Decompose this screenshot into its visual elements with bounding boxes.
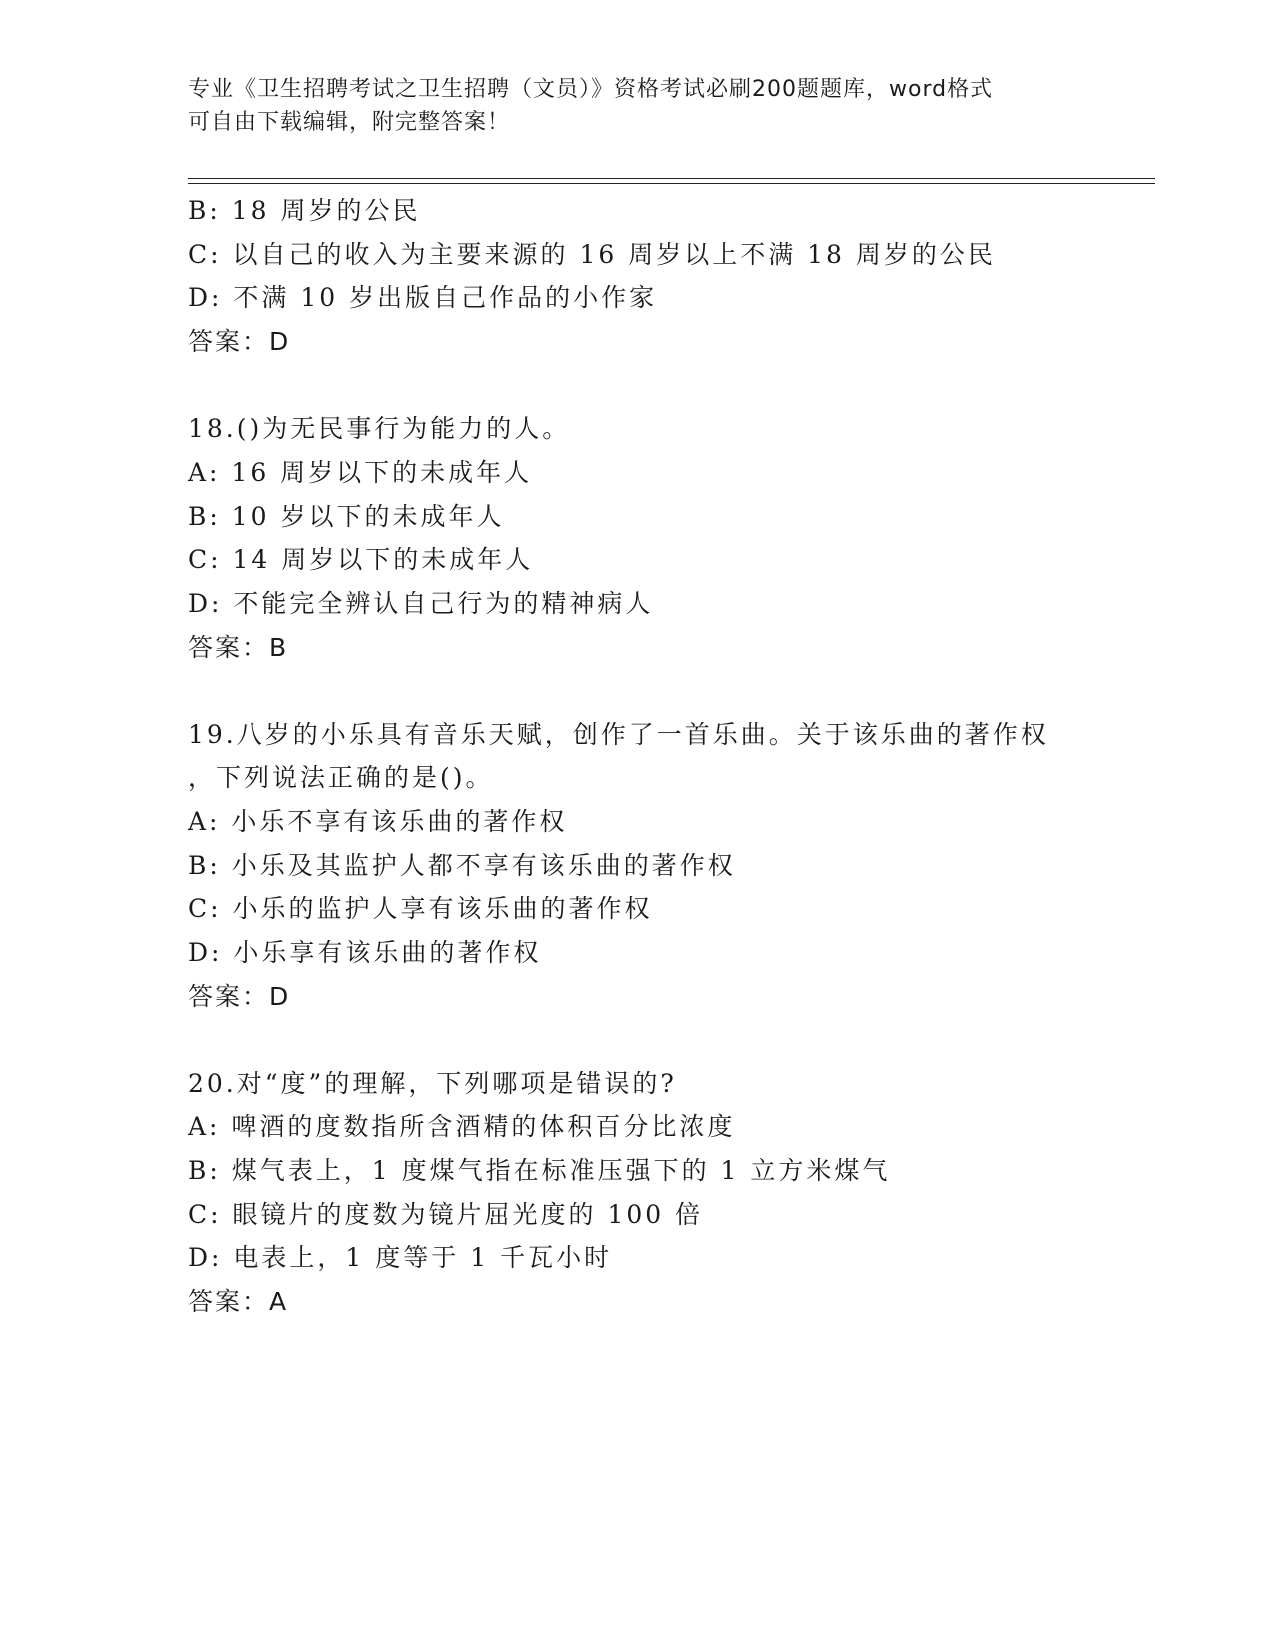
answer-line: 答案：A xyxy=(188,1287,289,1316)
answer-line: 答案：D xyxy=(188,982,291,1011)
question-stem: 18.()为无民事行为能力的人。 xyxy=(188,414,571,443)
header-rule-bottom xyxy=(188,183,1155,184)
document-header xyxy=(188,73,1088,139)
answer-line: 答案：B xyxy=(188,633,289,662)
option-line: D: 电表上，1 度等于 1 千瓦小时 xyxy=(188,1243,613,1272)
header-rule-top xyxy=(188,178,1155,179)
option-line: B: 小乐及其监护人都不享有该乐曲的著作权 xyxy=(188,851,736,880)
option-line: B: 煤气表上，1 度煤气指在标准压强下的 1 立方米煤气 xyxy=(188,1156,891,1185)
option-line: B: 18 周岁的公民 xyxy=(188,196,421,225)
option-line: C: 小乐的监护人享有该乐曲的著作权 xyxy=(188,894,653,923)
question-stem: 20.对“度”的理解，下列哪项是错误的? xyxy=(188,1069,677,1098)
option-line: D: 不满 10 岁出版自己作品的小作家 xyxy=(188,283,658,312)
option-line: A: 小乐不享有该乐曲的著作权 xyxy=(188,807,568,836)
option-line: D: 不能完全辨认自己行为的精神病人 xyxy=(188,589,654,618)
option-line: A: 16 周岁以下的未成年人 xyxy=(188,458,533,487)
option-line: A: 啤酒的度数指所含酒精的体积百分比浓度 xyxy=(188,1112,736,1141)
header-line-1: 专业《卫生招聘考试之卫生招聘（文员）》资格考试必刷200题题库，word格式 xyxy=(188,77,994,102)
option-line: B: 10 岁以下的未成年人 xyxy=(188,502,505,531)
question-stem: ，下列说法正确的是()。 xyxy=(188,763,494,792)
option-line: C: 14 周岁以下的未成年人 xyxy=(188,545,534,574)
question-stem: 19.八岁的小乐具有音乐天赋，创作了一首乐曲。关于该乐曲的著作权 xyxy=(188,720,1049,749)
header-line-2: 可自由下载编辑，附完整答案！ xyxy=(188,110,511,135)
option-line: C: 眼镜片的度数为镜片屈光度的 100 倍 xyxy=(188,1200,704,1229)
answer-line: 答案：D xyxy=(188,327,291,356)
option-line: D: 小乐享有该乐曲的著作权 xyxy=(188,938,542,967)
option-line: C: 以自己的收入为主要来源的 16 周岁以上不满 18 周岁的公民 xyxy=(188,240,996,269)
